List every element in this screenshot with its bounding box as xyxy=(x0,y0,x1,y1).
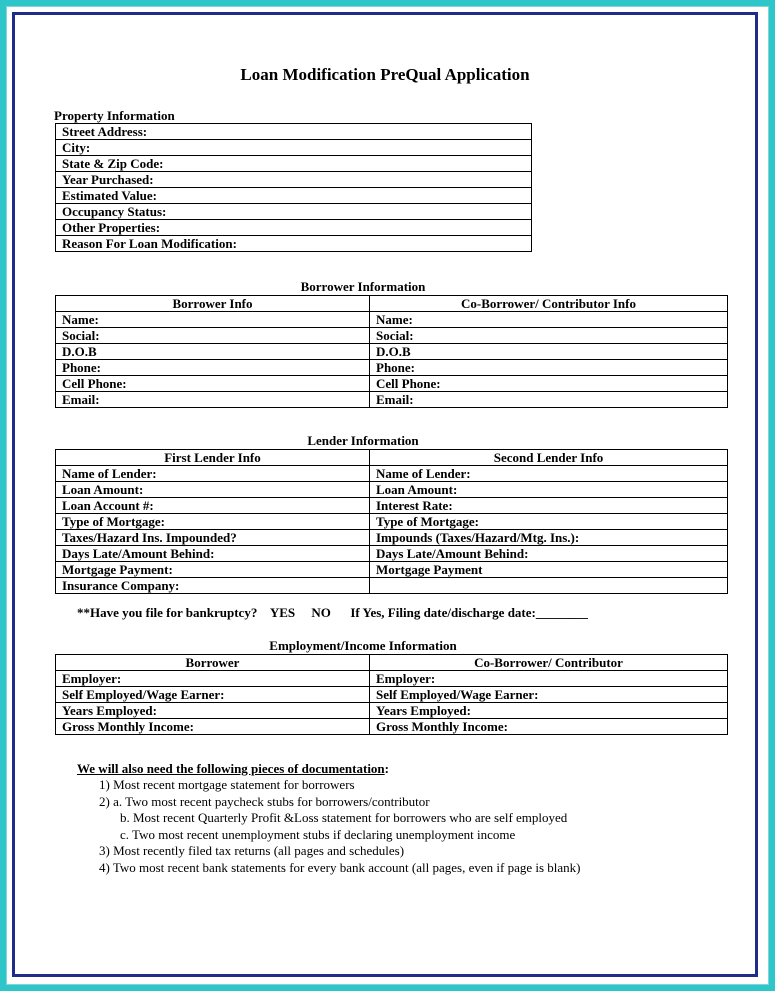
lender-row-left-field[interactable]: Insurance Company: xyxy=(56,578,370,594)
borrower-row-left-field[interactable]: Cell Phone: xyxy=(56,376,370,392)
lender-table xyxy=(55,449,728,594)
lender-row-right-field[interactable]: Impounds (Taxes/Hazard/Mtg. Ins.): xyxy=(370,530,728,546)
lender-row-right-field[interactable]: Interest Rate: xyxy=(370,498,728,514)
employment-row-right-field[interactable]: Self Employed/Wage Earner: xyxy=(370,687,728,703)
borrower-row-left-field[interactable]: Email: xyxy=(56,392,370,408)
lender-heading: Lender Information xyxy=(307,433,419,448)
employment-row-left-field[interactable]: Self Employed/Wage Earner: xyxy=(56,687,370,703)
documentation-heading-text: We will also need the following pieces of documentation xyxy=(77,761,385,776)
doc-item-4: 4) Two most recent bank statements for every bank account (all pages, even if page is blank) xyxy=(99,860,581,875)
employment-row xyxy=(56,671,728,687)
borrower-row xyxy=(56,360,728,376)
borrower-col-right: Co-Borrower/ Contributor Info xyxy=(370,296,728,312)
employment-col-left: Borrower xyxy=(56,655,370,671)
lender-row xyxy=(56,530,728,546)
property-row xyxy=(56,220,532,236)
property-field-label[interactable]: Occupancy Status: xyxy=(56,204,532,220)
borrower-col-left: Borrower Info xyxy=(56,296,370,312)
lender-row xyxy=(56,546,728,562)
employment-row-left-field[interactable]: Gross Monthly Income: xyxy=(56,719,370,735)
borrower-row-right-field[interactable]: Phone: xyxy=(370,360,728,376)
doc-item-1: 1) Most recent mortgage statement for borrowers xyxy=(99,777,355,792)
property-field-label[interactable]: Other Properties: xyxy=(56,220,532,236)
lender-col-right: Second Lender Info xyxy=(370,450,728,466)
borrower-row-right-field[interactable]: Name: xyxy=(370,312,728,328)
page-title: Loan Modification PreQual Application xyxy=(240,65,530,84)
employment-row xyxy=(56,719,728,735)
lender-row xyxy=(56,514,728,530)
lender-row-left-field[interactable]: Mortgage Payment: xyxy=(56,562,370,578)
documentation-heading xyxy=(77,761,389,777)
borrower-row xyxy=(56,344,728,360)
borrower-row xyxy=(56,312,728,328)
document-page xyxy=(12,12,758,977)
borrower-row-left-field[interactable]: Phone: xyxy=(56,360,370,376)
borrower-row xyxy=(56,328,728,344)
property-row xyxy=(56,140,532,156)
property-row xyxy=(56,236,532,252)
lender-row-left-field[interactable]: Days Late/Amount Behind: xyxy=(56,546,370,562)
borrower-row-right-field[interactable]: Email: xyxy=(370,392,728,408)
borrower-row-right-field[interactable]: Social: xyxy=(370,328,728,344)
lender-row xyxy=(56,498,728,514)
borrower-row-right-field[interactable]: Cell Phone: xyxy=(370,376,728,392)
borrower-row-left-field[interactable]: Social: xyxy=(56,328,370,344)
lender-row-right-field[interactable]: Type of Mortgage: xyxy=(370,514,728,530)
borrower-row-right-field[interactable]: D.O.B xyxy=(370,344,728,360)
lender-row-left-field[interactable]: Name of Lender: xyxy=(56,466,370,482)
lender-row xyxy=(56,578,728,594)
property-field-label[interactable]: Estimated Value: xyxy=(56,188,532,204)
lender-row-right-field[interactable] xyxy=(370,578,728,594)
bankruptcy-question: **Have you file for bankruptcy? YES NO If Yes, Filing date/discharge date:________ xyxy=(77,605,588,620)
employment-row-left-field[interactable]: Employer: xyxy=(56,671,370,687)
documentation-heading-suffix: : xyxy=(384,761,390,776)
borrower-row-left-field[interactable]: Name: xyxy=(56,312,370,328)
property-row xyxy=(56,156,532,172)
employment-row-right-field[interactable]: Employer: xyxy=(370,671,728,687)
borrower-row-left-field[interactable]: D.O.B xyxy=(56,344,370,360)
property-row xyxy=(56,204,532,220)
lender-row xyxy=(56,562,728,578)
lender-col-left: First Lender Info xyxy=(56,450,370,466)
employment-row-right-field[interactable]: Years Employed: xyxy=(370,703,728,719)
property-field-label[interactable]: State & Zip Code: xyxy=(56,156,532,172)
borrower-row xyxy=(56,392,728,408)
borrower-row xyxy=(56,376,728,392)
property-row xyxy=(56,124,532,140)
doc-item-2b: b. Most recent Quarterly Profit &Loss statement for borrowers who are self employed xyxy=(120,810,568,825)
employment-row-left-field[interactable]: Years Employed: xyxy=(56,703,370,719)
property-table xyxy=(55,123,532,252)
property-field-label[interactable]: Street Address: xyxy=(56,124,532,140)
employment-col-right: Co-Borrower/ Contributor xyxy=(370,655,728,671)
lender-row-right-field[interactable]: Loan Amount: xyxy=(370,482,728,498)
employment-row-right-field[interactable]: Gross Monthly Income: xyxy=(370,719,728,735)
employment-row xyxy=(56,687,728,703)
doc-item-2a: 2) a. Two most recent paycheck stubs for borrowers/contributor xyxy=(99,794,430,809)
doc-item-3: 3) Most recently filed tax returns (all pages and schedules) xyxy=(99,843,405,858)
borrower-table xyxy=(55,295,728,408)
property-field-label[interactable]: Year Purchased: xyxy=(56,172,532,188)
employment-heading: Employment/Income Information xyxy=(269,638,457,653)
employment-table xyxy=(55,654,728,735)
lender-row-left-field[interactable]: Taxes/Hazard Ins. Impounded? xyxy=(56,530,370,546)
property-field-label[interactable]: Reason For Loan Modification: xyxy=(56,236,532,252)
property-heading: Property Information xyxy=(54,108,175,123)
doc-item-2c: c. Two most recent unemployment stubs if declaring unemployment income xyxy=(120,827,516,842)
employment-row xyxy=(56,703,728,719)
lender-row-right-field[interactable]: Days Late/Amount Behind: xyxy=(370,546,728,562)
property-row xyxy=(56,172,532,188)
lender-row xyxy=(56,482,728,498)
borrower-heading: Borrower Information xyxy=(300,279,426,294)
lender-row-right-field[interactable]: Name of Lender: xyxy=(370,466,728,482)
lender-row xyxy=(56,466,728,482)
lender-row-left-field[interactable]: Loan Account #: xyxy=(56,498,370,514)
property-field-label[interactable]: City: xyxy=(56,140,532,156)
property-row xyxy=(56,188,532,204)
lender-row-left-field[interactable]: Type of Mortgage: xyxy=(56,514,370,530)
lender-row-right-field[interactable]: Mortgage Payment xyxy=(370,562,728,578)
lender-row-left-field[interactable]: Loan Amount: xyxy=(56,482,370,498)
